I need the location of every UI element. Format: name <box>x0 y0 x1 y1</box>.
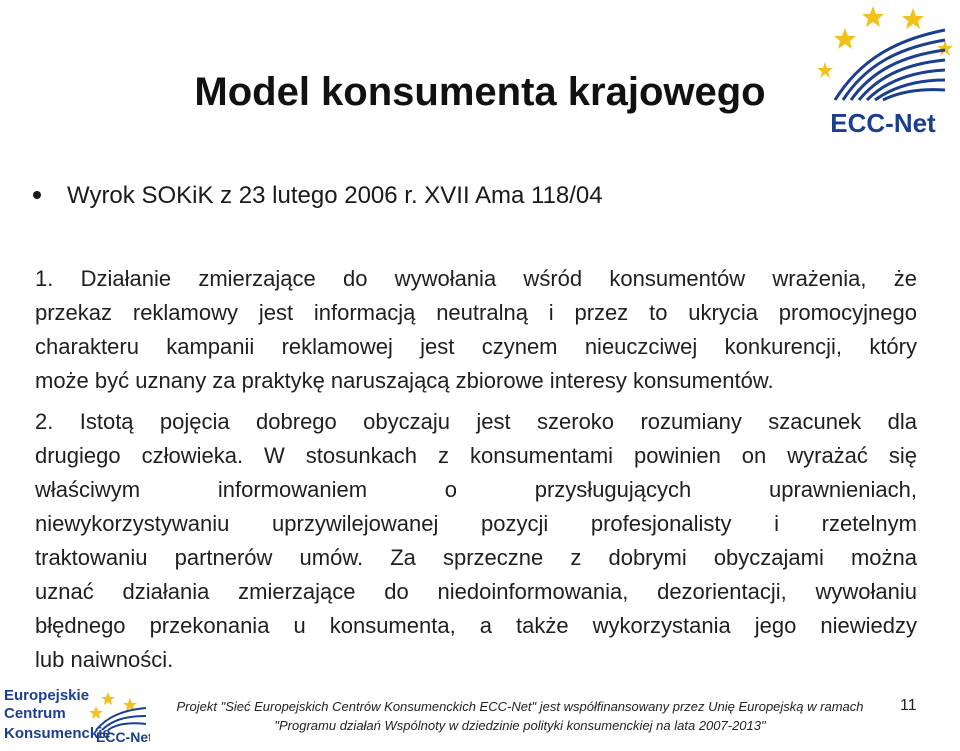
bullet-dot <box>33 191 41 199</box>
paragraph-1 <box>35 262 917 398</box>
small-star-icons <box>89 692 137 719</box>
paragraph-line: niewykorzystywaniu uprzywilejowanej pozycji profesjonalisty i rzetelnym <box>35 511 917 536</box>
footer-line-1: Projekt "Sieć Europejskich Centrów Konsumenckich ECC-Net" jest współfinansowany przez Unię Europejską w ramach <box>176 699 864 714</box>
paragraph-line: 1. Działanie zmierzające do wywołania wśród konsumentów wrażenia, że <box>35 266 917 291</box>
paragraph-line: lub naiwności. <box>35 647 174 672</box>
bullet-text: Wyrok SOKiK z 23 lutego 2006 r. XVII Ama 118/04 <box>67 182 603 209</box>
footer-line-2: "Programu działań Wspólnoty w dziedzinie polityki konsumenckiej na lata 2007-2013" <box>274 718 766 733</box>
logo-line-3: Konsumenckie <box>4 725 111 742</box>
paragraph-line: właściwym informowaniem o przysługujących uprawnieniach, <box>35 477 917 502</box>
paragraph-line: błędnego przekonania u konsumenta, a także wykorzystania jego niewiedzy <box>35 613 917 638</box>
paragraph-line: charakteru kampanii reklamowej jest czynem nieuczciwej konkurencji, który <box>35 334 917 359</box>
ecc-net-logo-text: ECC-Net <box>830 108 936 138</box>
paragraph-line: uznać działania zmierzające do niedoinformowania, dezorientacji, wywołaniu <box>35 579 917 604</box>
paragraph-line: traktowaniu partnerów umów. Za sprzeczne z dobrymi obyczajami można <box>35 545 917 570</box>
logo-line-2: Centrum <box>4 705 66 722</box>
paragraph-line: przekaz reklamowy jest informacją neutralną i przez to ukrycia promocyjnego <box>35 300 917 325</box>
logo-ecc-net: ECC-Net <box>96 729 150 745</box>
slide-title: Model konsumenta krajowego <box>194 70 766 114</box>
paragraph-line: drugiego człowieka. W stosunkach z konsumentami powinien on wyrażać się <box>35 443 917 468</box>
bullet-item <box>33 182 603 210</box>
paragraph-line: może być uznany za praktykę naruszającą zbiorowe interesy konsumentów. <box>35 368 774 393</box>
paragraph-2 <box>35 405 917 677</box>
logo-line-1: Europejskie <box>4 687 90 704</box>
paragraph-line: 2. Istotą pojęcia dobrego obyczaju jest szeroko rozumiany szacunek dla <box>35 409 917 434</box>
europejskie-centrum-konsumenckie-logo <box>0 676 150 746</box>
page-number: 11 <box>900 697 917 714</box>
footer-note <box>170 697 870 735</box>
